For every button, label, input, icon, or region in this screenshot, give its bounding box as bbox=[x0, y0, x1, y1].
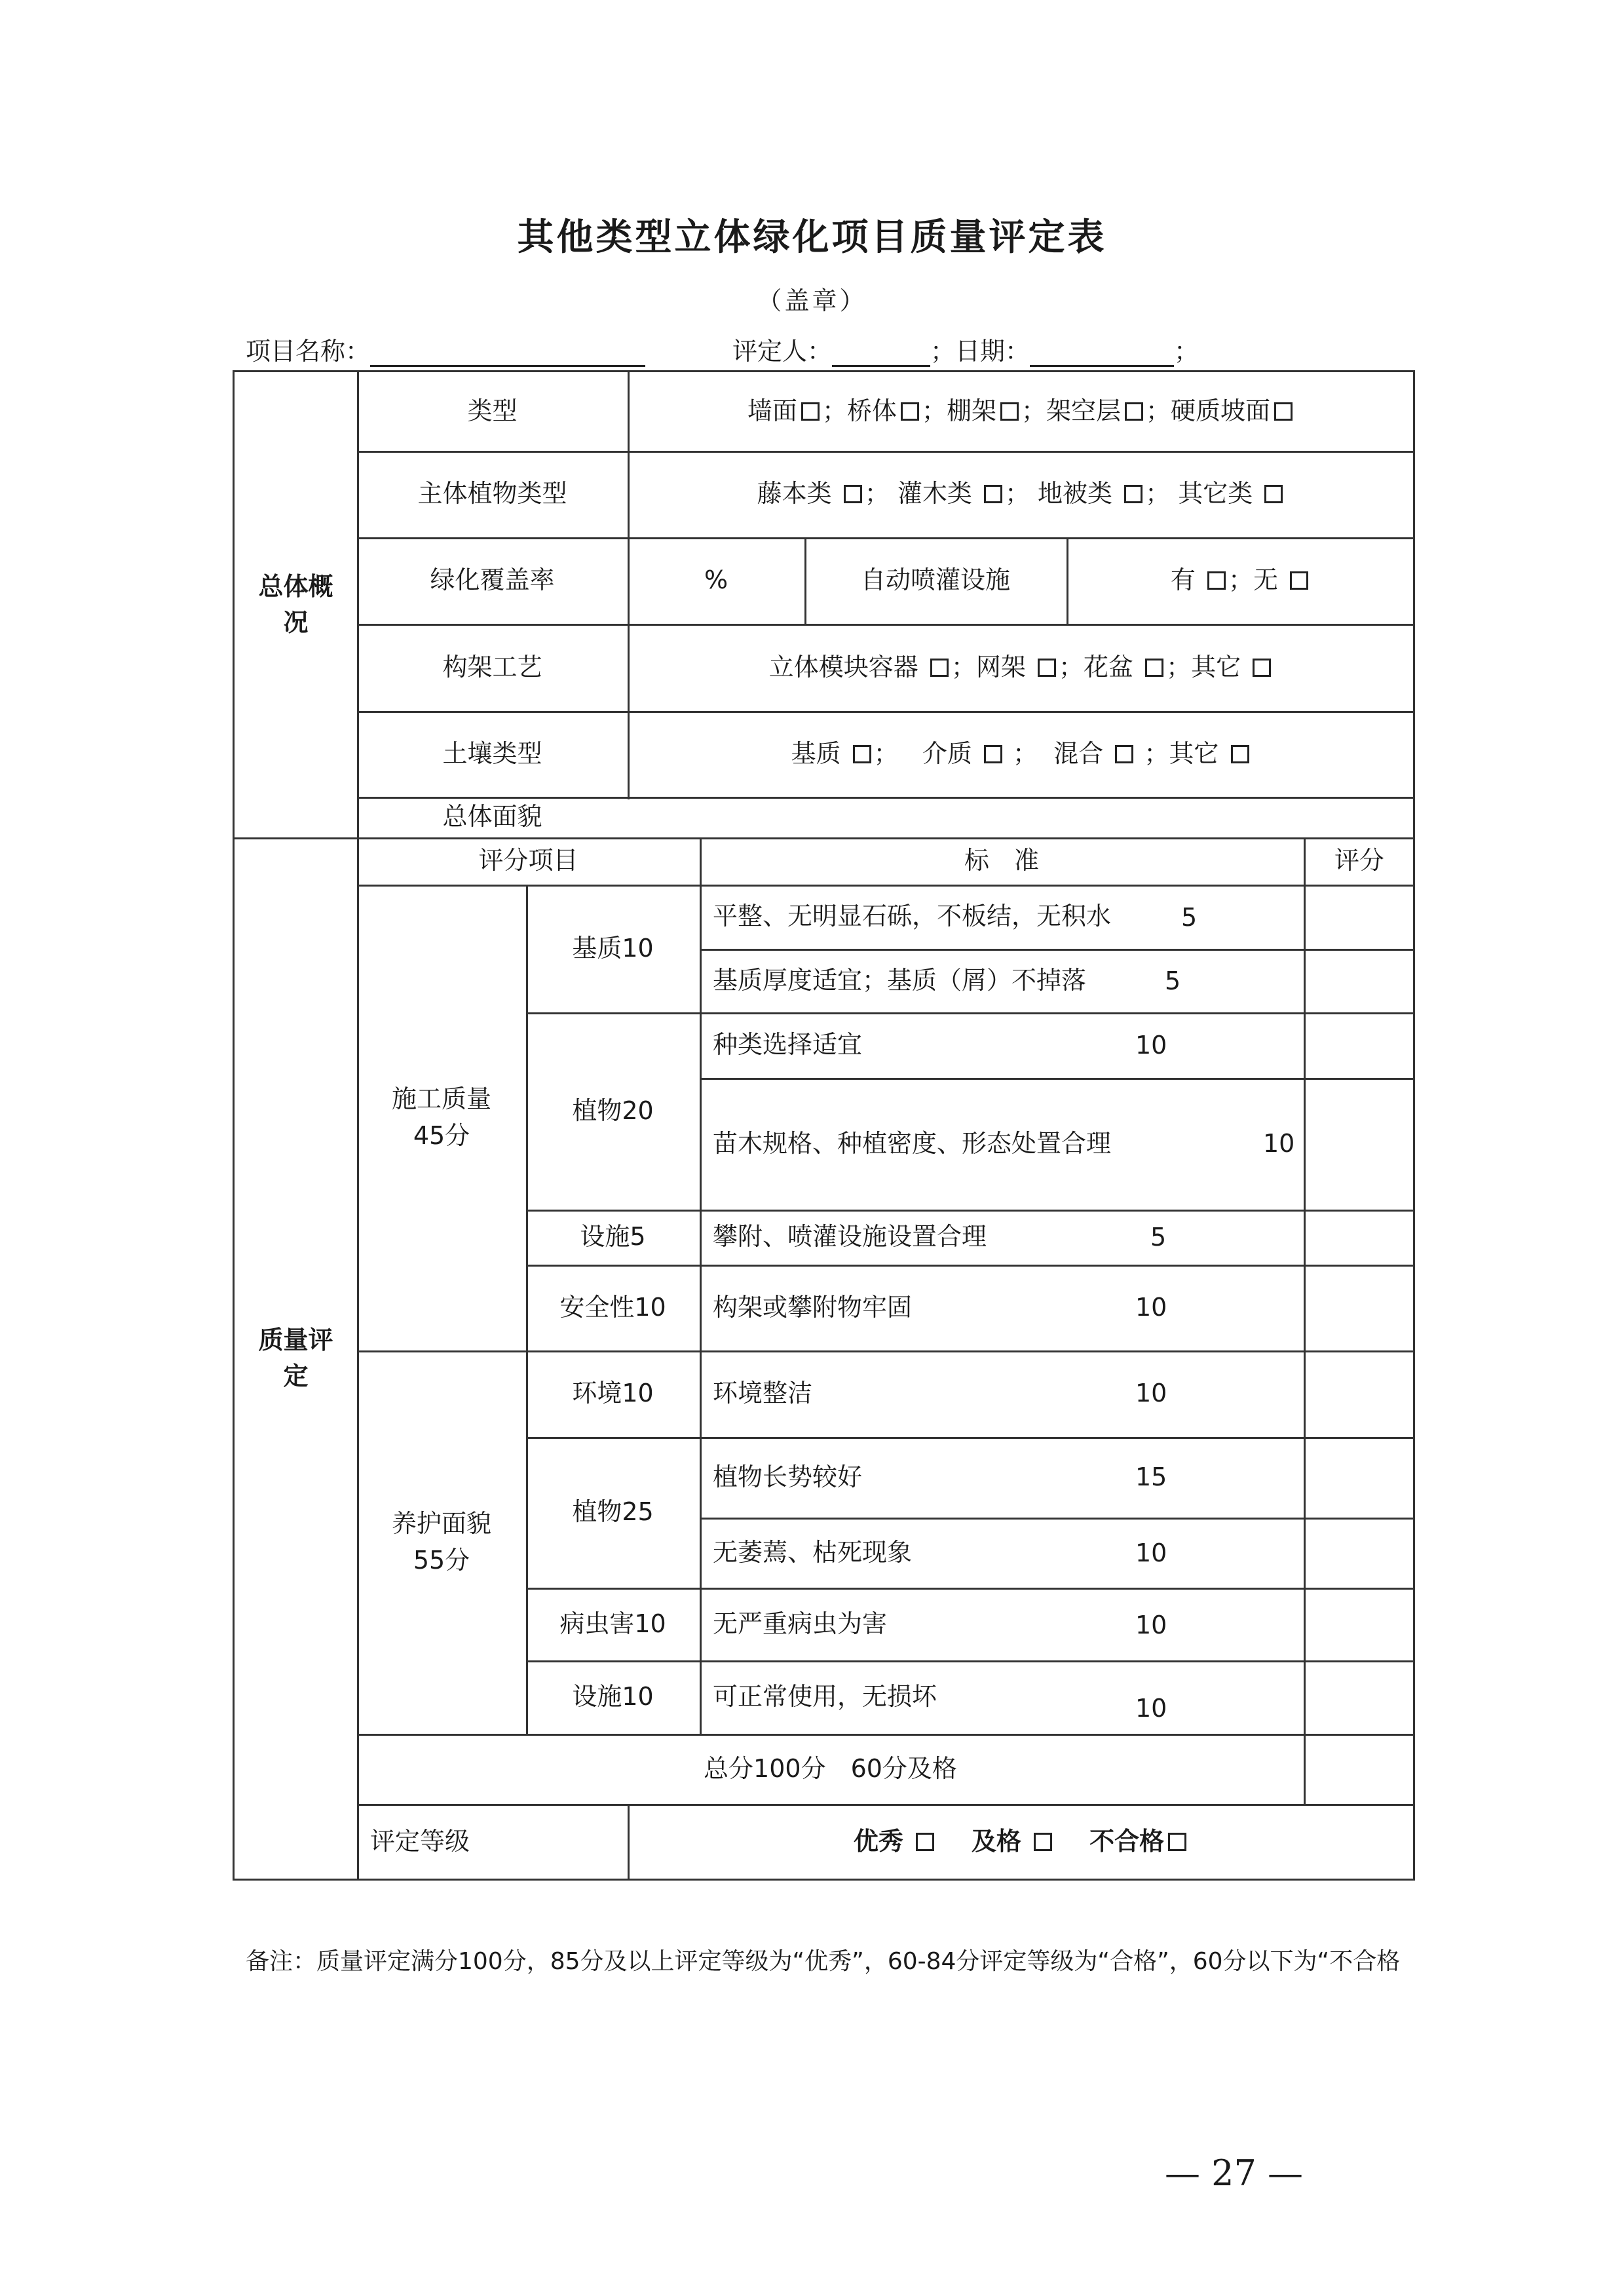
group-maintenance: 养护面貌 55分 bbox=[391, 1509, 491, 1575]
appearance-label: 总体面貌 bbox=[442, 802, 542, 832]
opt-fail: 不合格 bbox=[1089, 1826, 1165, 1856]
standard-row: 植物长势较好 bbox=[713, 1462, 863, 1491]
standard-points: 5 bbox=[1150, 1223, 1167, 1252]
checkbox[interactable] bbox=[916, 1833, 934, 1851]
opt-module: 立体模块容器 bbox=[768, 652, 918, 681]
checkbox[interactable] bbox=[1168, 1833, 1186, 1851]
checkbox[interactable] bbox=[844, 485, 862, 503]
checkbox[interactable] bbox=[901, 402, 919, 421]
checkbox[interactable] bbox=[930, 659, 949, 677]
opt-yes: 有 bbox=[1170, 565, 1196, 595]
score-input[interactable] bbox=[1304, 1588, 1415, 1660]
opt-mixed: 混合 bbox=[1053, 738, 1104, 768]
appearance-value[interactable] bbox=[628, 797, 1415, 837]
evaluation-table bbox=[233, 370, 1415, 1881]
standard-points: 10 bbox=[1135, 1611, 1167, 1639]
standard-row: 种类选择适宜 bbox=[713, 1030, 863, 1060]
date-line[interactable] bbox=[1030, 343, 1174, 367]
sub-pests: 病虫害10 bbox=[559, 1609, 666, 1638]
checkbox[interactable] bbox=[1034, 1833, 1052, 1851]
checkbox[interactable] bbox=[984, 745, 1002, 763]
checkbox[interactable] bbox=[1000, 402, 1019, 421]
standard-points: 10 bbox=[1135, 1694, 1167, 1723]
frame-options: 立体模块容器 ； 网架 ； 花盆 ； 其它 bbox=[628, 624, 1415, 711]
checkbox[interactable] bbox=[1124, 485, 1142, 503]
assessor-field[interactable] bbox=[732, 331, 1199, 367]
score-input[interactable] bbox=[1304, 949, 1415, 1012]
project-name-label: 项目名称： bbox=[246, 337, 371, 366]
assessor-label: 评定人： bbox=[732, 337, 833, 366]
score-input[interactable] bbox=[1304, 1350, 1415, 1437]
score-input[interactable] bbox=[1304, 1518, 1415, 1588]
standard-row: 平整、无明显石砾，不板结，无积水 bbox=[713, 902, 1112, 931]
frame-label: 构架工艺 bbox=[442, 652, 542, 681]
page-number: — 27 — bbox=[1165, 2152, 1304, 2194]
standard-points: 10 bbox=[1135, 1293, 1167, 1322]
group-construction: 施工质量 45分 bbox=[391, 1084, 491, 1150]
score-input[interactable] bbox=[1304, 1012, 1415, 1078]
standard-row: 无严重病虫为害 bbox=[713, 1609, 888, 1638]
opt-hard-slope: 硬质坡面 bbox=[1171, 396, 1271, 426]
project-name-line[interactable] bbox=[370, 343, 645, 367]
grade-options bbox=[628, 1804, 1415, 1879]
checkbox[interactable] bbox=[1145, 659, 1163, 677]
opt-wall: 墙面 bbox=[747, 396, 797, 426]
sub-plant: 植物20 bbox=[572, 1096, 654, 1125]
opt-grid: 网架 bbox=[975, 652, 1026, 681]
opt-excellent: 优秀 bbox=[853, 1826, 903, 1856]
standard-points: 5 bbox=[1165, 966, 1181, 995]
header-item: 评分项目 bbox=[478, 846, 578, 875]
sub-substrate: 基质10 bbox=[572, 933, 654, 963]
sub-environment: 环境10 bbox=[572, 1379, 654, 1408]
standard-row: 可正常使用，无损坏 bbox=[713, 1682, 937, 1712]
standard-row: 苗木规格、种植密度、形态处置合理 bbox=[713, 1128, 1112, 1158]
checkbox[interactable] bbox=[1231, 745, 1249, 763]
page-title: 其他类型立体绿化项目质量评定表 bbox=[517, 216, 1107, 259]
score-input[interactable] bbox=[1304, 885, 1415, 949]
checkbox[interactable] bbox=[1038, 659, 1056, 677]
type-label: 类型 bbox=[467, 396, 518, 426]
opt-shrub: 灌木类 bbox=[897, 479, 972, 508]
opt-stilt-floor: 架空层 bbox=[1046, 396, 1122, 426]
score-input[interactable] bbox=[1304, 1078, 1415, 1210]
plant-options: 藤本类 ； 灌木类 ； 地被类 ； 其它类 bbox=[628, 451, 1415, 537]
checkbox[interactable] bbox=[1207, 571, 1226, 590]
opt-pergola: 棚架 bbox=[946, 396, 996, 426]
sub-plant-growth: 植物25 bbox=[572, 1497, 654, 1527]
sub-safety: 安全性10 bbox=[559, 1292, 666, 1322]
standard-points: 10 bbox=[1263, 1129, 1295, 1158]
seal-note: （盖章） bbox=[757, 286, 867, 315]
score-input[interactable] bbox=[1304, 1437, 1415, 1518]
score-input[interactable] bbox=[1304, 1210, 1415, 1265]
date-label: 日期： bbox=[955, 337, 1030, 366]
meta-end: ； bbox=[1174, 337, 1199, 366]
opt-pot: 花盆 bbox=[1084, 652, 1134, 681]
standard-row: 无萎蔫、枯死现象 bbox=[713, 1537, 913, 1567]
opt-other: 其它 bbox=[1169, 738, 1219, 768]
checkbox[interactable] bbox=[1115, 745, 1133, 763]
standard-row: 环境整洁 bbox=[713, 1379, 813, 1408]
sub-facility: 设施5 bbox=[580, 1222, 646, 1252]
grade-label: 评定等级 bbox=[370, 1826, 470, 1856]
score-input[interactable] bbox=[1304, 1660, 1415, 1734]
quality-section-label: 质量评定 bbox=[258, 1325, 333, 1390]
opt-no: 无 bbox=[1253, 565, 1279, 595]
opt-pass: 及格 bbox=[971, 1826, 1021, 1856]
meta-separator: ； bbox=[930, 337, 956, 366]
standard-points: 5 bbox=[1181, 903, 1198, 932]
opt-substrate: 基质 bbox=[791, 738, 841, 768]
total-note: 总分100分 60分及格 bbox=[704, 1753, 957, 1783]
total-score-input[interactable] bbox=[1304, 1734, 1415, 1804]
header-standard: 标 准 bbox=[964, 846, 1039, 875]
standard-points: 10 bbox=[1135, 1539, 1167, 1567]
opt-medium: 介质 bbox=[922, 738, 972, 768]
irrigation-label: 自动喷灌设施 bbox=[860, 565, 1010, 595]
checkbox[interactable] bbox=[1274, 402, 1293, 421]
plant-label: 主体植物类型 bbox=[417, 479, 567, 508]
checkbox[interactable] bbox=[1253, 659, 1271, 677]
irrigation-options: 有 ； 无 bbox=[1067, 537, 1415, 624]
checkbox[interactable] bbox=[1264, 485, 1283, 503]
project-name-field[interactable] bbox=[246, 331, 645, 367]
type-options: 墙面 ； 桥体 ； 棚架 ； 架空层 ； 硬质坡面 bbox=[628, 372, 1415, 451]
overview-section-label: 总体概况 bbox=[258, 571, 333, 637]
soil-label: 土壤类型 bbox=[442, 738, 542, 768]
standard-points: 10 bbox=[1135, 1379, 1167, 1407]
header-score: 评分 bbox=[1334, 846, 1384, 875]
checkbox[interactable] bbox=[853, 745, 871, 763]
checkbox[interactable] bbox=[984, 485, 1002, 503]
assessor-line[interactable] bbox=[832, 343, 930, 367]
coverage-label: 绿化覆盖率 bbox=[430, 565, 555, 595]
checkbox[interactable] bbox=[801, 402, 820, 421]
opt-groundcover: 地被类 bbox=[1038, 479, 1113, 508]
opt-vine: 藤本类 bbox=[757, 479, 832, 508]
standard-points: 10 bbox=[1135, 1031, 1167, 1060]
opt-other: 其它类 bbox=[1178, 479, 1253, 508]
soil-options: 基质 ； 介质 ； 混合 ； 其它 bbox=[628, 711, 1415, 797]
standard-row: 攀附、喷灌设施设置合理 bbox=[713, 1222, 987, 1252]
standard-points: 15 bbox=[1135, 1463, 1167, 1491]
footnote: 备注：质量评定满分100分，85分及以上评定等级为“优秀”，60-84分评定等级为“合格”，60分以下为“不合格 bbox=[246, 1948, 1401, 1975]
opt-bridge: 桥体 bbox=[846, 396, 897, 426]
coverage-value[interactable]: % bbox=[704, 565, 728, 595]
score-input[interactable] bbox=[1304, 1265, 1415, 1350]
standard-row: 构架或攀附物牢固 bbox=[713, 1292, 913, 1322]
sub-facility-2: 设施10 bbox=[572, 1682, 654, 1712]
checkbox[interactable] bbox=[1125, 402, 1143, 421]
opt-other: 其它 bbox=[1191, 652, 1241, 681]
standard-row: 基质厚度适宜；基质（屑）不掉落 bbox=[713, 965, 1087, 995]
checkbox[interactable] bbox=[1290, 571, 1308, 590]
